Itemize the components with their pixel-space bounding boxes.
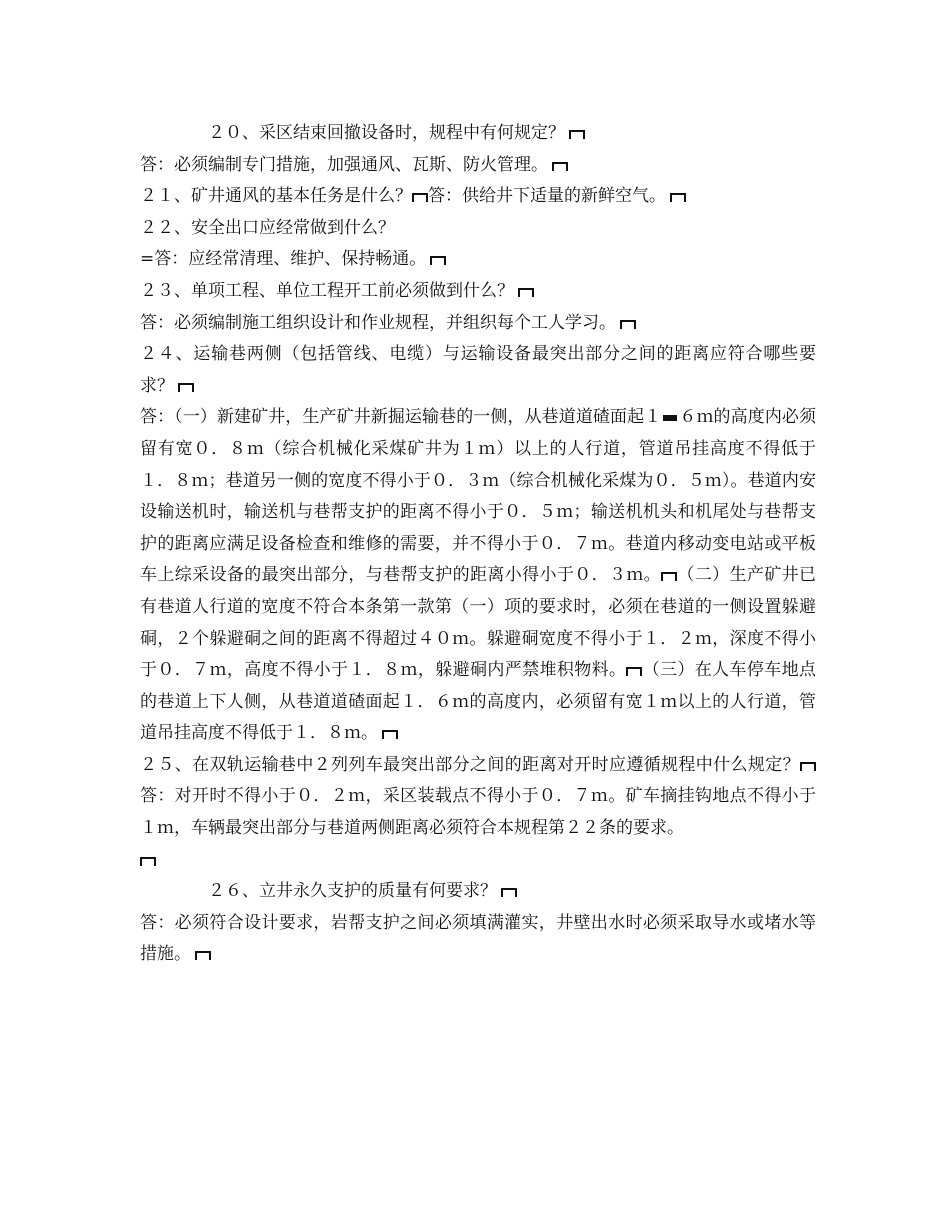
answer-21-text: 答：供给井下适量的新鲜空气。 [428, 186, 666, 207]
answer-22-text: =答：应经常清理、维护、保持畅通。 [140, 249, 427, 270]
answer-24-text-part-3: （二）生产矿井已有巷道人行道的宽度不符合本条第一款第（一）项的要求时，必须在巷道的一侧设置躲避硐，２个躲避硐之间的距离不得超过４０ｍ。躲避硐宽度不得小于１．２ｍ，深度不得小于０．７ｍ，高度不得小于１．８ｍ，躲避硐内严禁堆积物料。 [140, 565, 817, 681]
paragraph-mark-icon [382, 730, 398, 739]
paragraph-mark-icon [620, 320, 636, 329]
paragraph-mark-icon [663, 415, 677, 421]
question-25-text: ２５、在双轨运输巷中２列列车最突出部分之间的距离对开时应遵循规程中什么规定？ [140, 754, 800, 775]
answer-20-text: 答：必须编制专门措施，加强通风、瓦斯、防火管理。 [140, 154, 548, 175]
question-20-text: ２０、采区结束回撤设备时，规程中有何规定？ [208, 123, 565, 143]
paragraph-mark-icon [430, 256, 446, 265]
question-24-text: ２４、运输巷两侧（包括管线、电缆）与运输设备最突出部分之间的距离应符合哪些要求？ [140, 344, 816, 396]
answer-23-text: 答：必须编制施工组织设计和作业规程，并组织每个工人学习。 [140, 312, 616, 333]
answer-24 [140, 402, 816, 750]
answer-25-text: 答：对开时不得小于０．２ｍ，采区装载点不得小于０．７ｍ。矿车摘挂钩地点不得小于１ｍ，车辆最突出部分与巷道两侧距离必须符合本规程第２２条的要求。 [140, 786, 816, 839]
answer-23 [140, 308, 816, 340]
answer-24-text-part-1: 答：（一）新建矿井，生产矿井新掘运输巷的一侧，从巷道道碴面起１ [140, 407, 662, 428]
paragraph-mark-icon [800, 762, 816, 771]
answer-20 [140, 150, 816, 182]
paragraph-mark-icon [626, 667, 642, 676]
question-22-text: ２２、安全出口应经常做到什么？ [140, 217, 395, 238]
document-body [140, 118, 816, 971]
question-24 [140, 339, 816, 402]
question-22 [140, 213, 816, 245]
paragraph-mark-icon [501, 888, 517, 897]
paragraph-mark-icon [661, 572, 677, 581]
question-20 [140, 118, 816, 150]
question-21 [140, 181, 816, 213]
paragraph-mark-icon [569, 130, 585, 139]
paragraph-mark-icon [178, 383, 194, 392]
paragraph-mark-icon [670, 193, 686, 202]
question-26 [140, 876, 816, 908]
answer-24-text-part-4: （三）在人车停车地点的巷道上下人侧，从巷道道碴面起１．６ｍ的高度内，必须留有宽１ｍ以上的人行道，管道吊挂高度不得低于１．８ｍ。 [140, 660, 817, 744]
paragraph-mark-icon [412, 193, 428, 202]
question-23-text: ２３、单项工程、单位工程开工前必须做到什么？ [140, 280, 514, 301]
question-25 [140, 750, 816, 876]
question-21-text: ２１、矿井通风的基本任务是什么？ [140, 186, 412, 207]
answer-24-text-part-2: ６ｍ的高度内必须留有宽０．８ｍ（综合机械化采煤矿井为１ｍ）以上的人行道，管道吊挂高度不得低于１．８ｍ；巷道另一侧的宽度不得小于０．３ｍ（综合机械化采煤为０．５ｍ）。巷道内安设输送机时，输送机与巷帮支护的距离不得小于０．５ｍ；输送机机头和机尾处与巷帮支护的距离应满足设备检查和维修的需要，并不得小于０．７ｍ。巷道内移动变电站或平板车上综采设备的最突出部分，与巷帮支护的距离小得小于０．３ｍ。 [140, 407, 816, 586]
paragraph-mark-icon [518, 288, 534, 297]
paragraph-mark-icon [552, 162, 568, 171]
answer-26-text: 答：必须符合设计要求，岩帮支护之间必须填满灌实，井壁出水时必须采取导水或堵水等措施。 [140, 912, 816, 965]
answer-22 [140, 244, 816, 276]
question-26-text: ２６、立井永久支护的质量有何要求？ [208, 881, 497, 902]
paragraph-mark-icon [140, 857, 156, 866]
answer-26 [140, 908, 816, 971]
paragraph-mark-icon [195, 951, 211, 960]
question-23 [140, 276, 816, 308]
